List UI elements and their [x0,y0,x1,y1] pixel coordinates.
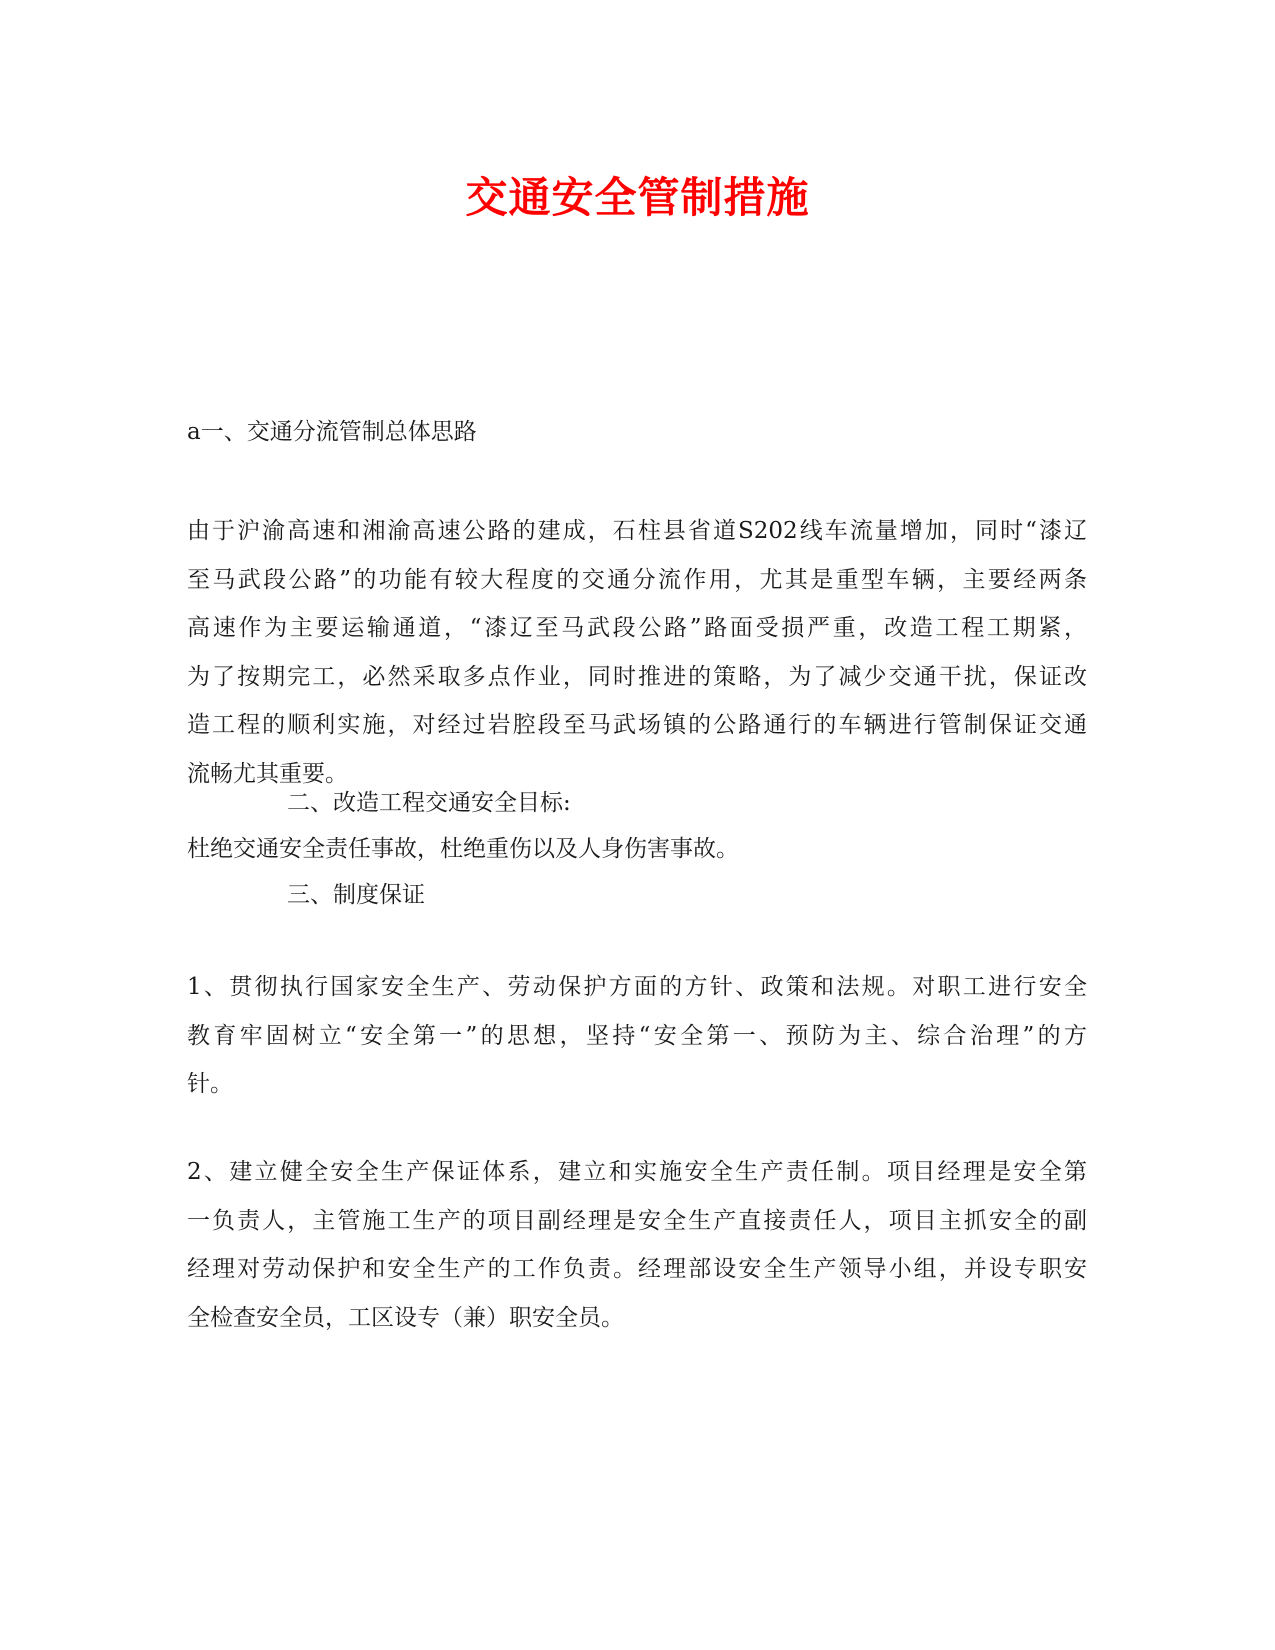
list-item-2 [187,1148,1087,1342]
item-line: 2、建立健全安全生产保证体系，建立和实施安全生产责任制。项目经理是安全第 [187,1159,1087,1185]
item-line: 针。 [187,1071,233,1097]
item-line: 全检查安全员，工区设专（兼）职安全员。 [187,1304,624,1331]
paragraph-line: 流畅尤其重要。 [187,760,348,787]
paragraph-line: 至马武段公路”的功能有较大程度的交通分流作用，尤其是重型车辆，主要经两条 [187,566,1087,593]
document-title: 交通安全管制措施 [465,173,810,222]
heading-text: a一、交通分流管制总体思路 [187,419,477,445]
safety-goal [187,825,1087,874]
paragraph-traffic-diversion [187,507,1087,798]
paragraph-line: 由于沪渝高速和湘渝高速公路的建成，石柱县省道S202线车流量增加，同时“漆辽 [187,518,1087,544]
paragraph-line: 为了按期完工，必然采取多点作业，同时推进的策略，为了减少交通干扰，保证改 [187,663,1087,690]
item-line: 一负责人，主管施工生产的项目副经理是安全生产直接责任人，项目主抓安全的副 [187,1207,1087,1234]
list-item-1 [187,963,1087,1109]
item-line: 教育牢固树立“安全第一”的思想，坚持“安全第一、预防为主、综合治理”的方 [187,1022,1087,1049]
section-heading-3 [187,871,1087,920]
item-line: 经理对劳动保护和安全生产的工作负责。经理部设安全生产领导小组，并设专职安 [187,1256,1087,1282]
heading-text: 二、改造工程交通安全目标: [287,790,571,816]
paragraph-line: 高速作为主要运输通道，“漆辽至马武段公路”路面受损严重，改造工程工期紧， [187,615,1087,641]
section-heading-1 [187,408,1087,457]
section-heading-2 [187,779,1087,828]
paragraph-line: 造工程的顺利实施，对经过岩腔段至马武场镇的公路通行的车辆进行管制保证交通 [187,712,1087,738]
item-line: 1、贯彻执行国家安全生产、劳动保护方面的方针、政策和法规。对职工进行安全 [187,974,1087,1000]
heading-text: 三、制度保证 [287,882,425,908]
goal-text: 杜绝交通安全责任事故，杜绝重伤以及人身伤害事故。 [187,836,739,862]
